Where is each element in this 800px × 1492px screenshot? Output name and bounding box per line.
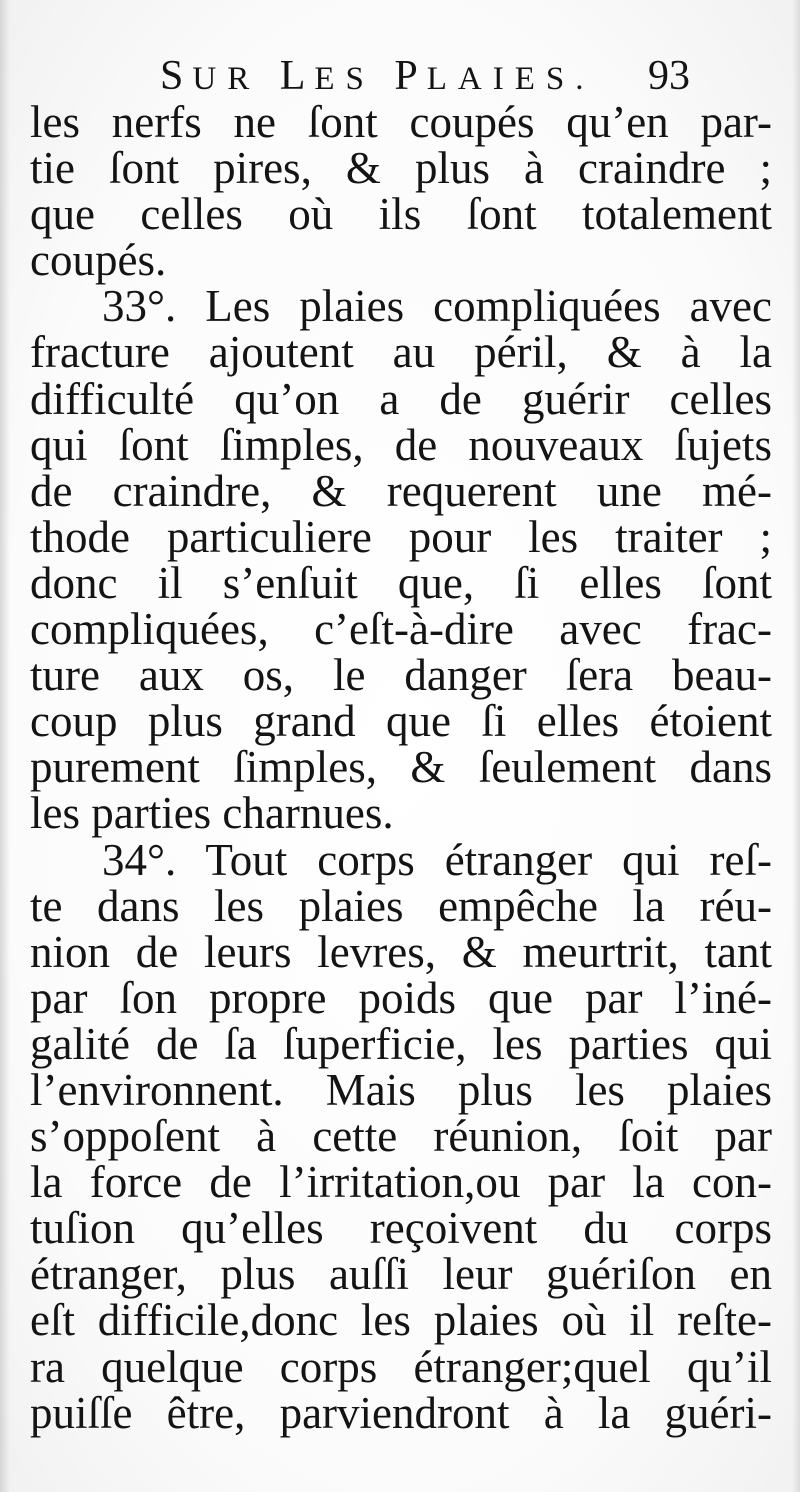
- running-head-word-1: SUR: [160, 53, 261, 99]
- text-line: coupés.: [30, 235, 167, 286]
- text-line: galité de ſa ſuperficie, les parties qui: [30, 1018, 772, 1069]
- paragraph-start-33: 33°. Les plaies compliquées avec: [102, 281, 772, 332]
- text-line: les nerfs ne ſont coupés qu’en par-: [30, 97, 772, 147]
- text-line: ra quelque corps étranger;quel qu’il: [30, 1341, 772, 1392]
- text-line: fracture ajoutent au péril, & à la: [30, 327, 772, 378]
- text-line: de craindre, & requerent une mé-: [30, 465, 772, 516]
- text-line: te dans les plaies empêche la réu-: [30, 880, 772, 931]
- page-edge-shadow-left: [0, 0, 10, 1492]
- text-line: tuſion qu’elles reçoivent du corps: [30, 1203, 772, 1254]
- text-line: coup plus grand que ſi elles étoient: [30, 696, 772, 747]
- running-head-word-3: PLAIES.: [394, 53, 595, 99]
- text-line: donc il s’enſuit que, ſi elles ſont: [30, 557, 772, 608]
- running-head-word-2: LES: [279, 53, 375, 99]
- text-line: puiſſe être, parviendront à la guéri-: [30, 1387, 772, 1438]
- text-line: eſt difficile,donc les plaies où il reſte-: [30, 1295, 772, 1346]
- text-line: l’environnent. Mais plus les plaies: [30, 1064, 772, 1115]
- text-line: nion de leurs levres, & meurtrit, tant: [30, 926, 772, 977]
- text-line: par ſon propre poids que par l’iné-: [30, 972, 772, 1023]
- text-line: les parties charnues.: [30, 788, 394, 839]
- text-line: la force de l’irritation,ou par la con-: [30, 1157, 772, 1208]
- text-line: purement ſimples, & ſeulement dans: [30, 742, 772, 793]
- page-edge-shadow-right: [792, 0, 800, 1492]
- text-line: ture aux os, le danger ſera beau-: [30, 650, 772, 701]
- paragraph-start-34: 34°. Tout corps étranger qui reſ-: [102, 834, 772, 885]
- text-line: thode particuliere pour les traiter ;: [30, 511, 772, 562]
- text-line: tie ſont pires, & plus à craindre ;: [30, 143, 772, 194]
- body-text: [30, 99, 772, 1436]
- text-line: que celles où ils ſont totalement: [30, 189, 772, 240]
- page-number: 93: [648, 53, 690, 99]
- text-line: compliquées, c’eſt-à-dire avec frac-: [30, 604, 772, 655]
- text-line: s’oppoſent à cette réunion, ſoit par: [30, 1111, 772, 1162]
- text-line: qui ſont ſimples, de nouveaux ſujets: [30, 419, 772, 470]
- running-head: [160, 52, 630, 103]
- text-line: étranger, plus auſſi leur guériſon en: [30, 1249, 772, 1300]
- text-line: difficulté qu’on a de guérir celles: [30, 373, 772, 424]
